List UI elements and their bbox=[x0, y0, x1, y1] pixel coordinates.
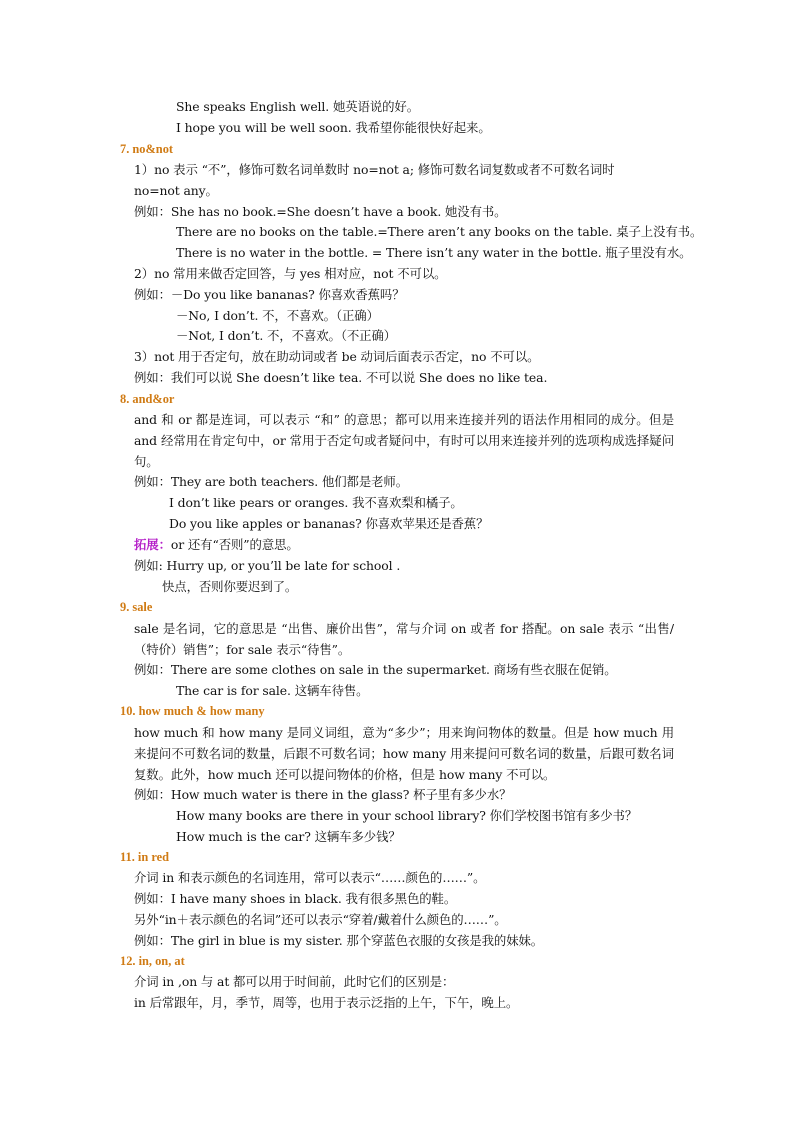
example-sentence: 例如：They are both teachers. 他们都是老师。 bbox=[134, 474, 409, 489]
example-sentence: There is no water in the bottle. = There isn’t any water in the bottle. 瓶子里没有水。 bbox=[176, 245, 692, 260]
example-sentence: 例如: Hurry up, or you’ll be late for school . bbox=[134, 558, 401, 573]
rule-text: 介词 in ,on 与 at 都可以用于时间前，此时它们的区别是： bbox=[134, 974, 455, 989]
rule-text: 介词 in 和表示颜色的名词连用，常可以表示“……颜色的……”。 bbox=[134, 870, 486, 885]
expand-text: or 还有“否则”的意思。 bbox=[170, 537, 299, 552]
example-sentence: 例如：She has no book.=She doesn’t have a book. 她没有书。 bbox=[134, 204, 507, 219]
section-heading-10: 10. how much & how many bbox=[120, 704, 265, 718]
section-heading-7: 7. no&not bbox=[120, 142, 174, 156]
expand-note bbox=[134, 535, 299, 555]
example-sentence: 例如：我们可以说 She doesn’t like tea. 不可以说 She does no like tea. bbox=[134, 370, 548, 385]
rule-text: 2）no 常用来做否定回答，与 yes 相对应，not 不可以。 bbox=[134, 266, 447, 281]
rule-text: 另外“in＋表示颜色的名词”还可以表示“穿着/戴着什么颜色的……”。 bbox=[134, 912, 507, 927]
example-sentence: 例如：I have many shoes in black. 我有很多黑色的鞋。 bbox=[134, 891, 457, 906]
rule-text: no=not any。 bbox=[134, 183, 218, 198]
example-sentence: 例如：There are some clothes on sale in the supermarket. 商场有些衣服在促销。 bbox=[134, 662, 617, 677]
rule-text: in 后常跟年，月，季节，周等，也用于表示泛指的上午，下午，晚上。 bbox=[134, 995, 519, 1010]
example-sentence: I hope you will be well soon. 我希望你能很快好起来。 bbox=[176, 120, 491, 135]
example-sentence: 例如：－Do you like bananas? 你喜欢香蕉吗？ bbox=[134, 287, 405, 302]
section-paragraph: how much 和 how many 是同义词组，意为“多少”；用来询问物体的数量。但是 how much 用来提问不可数名词的数量，后跟不可数名词；how many 用来提问可数名词的数量，后跟可数名词复数。此外，how much 还可以提问物体的价格，但是 how many 不可以。 bbox=[134, 725, 674, 782]
section-paragraph: sale 是名词，它的意思是 “出售、廉价出售”，常与介词 on 或者 for 搭配。on sale 表示 “出售/（特价）销售”；for sale 表示“待售”。 bbox=[134, 621, 674, 657]
example-sentence: Do you like apples or bananas? 你喜欢苹果还是香蕉？ bbox=[169, 516, 489, 531]
section-heading-12: 12. in, on, at bbox=[120, 954, 185, 968]
example-sentence: －No, I don’t. 不，不喜欢。（正确） bbox=[176, 308, 379, 323]
section-heading-9: 9. sale bbox=[120, 600, 153, 614]
section-heading-11: 11. in red bbox=[120, 850, 169, 864]
example-sentence: She speaks English well. 她英语说的好。 bbox=[176, 99, 419, 114]
rule-text: 1）no 表示 “不”，修饰可数名词单数时 no=not a; 修饰可数名词复数或者不可数名词时 bbox=[134, 162, 615, 177]
example-sentence: 例如：How much water is there in the glass? 杯子里有多少水？ bbox=[134, 787, 512, 802]
expand-label: 拓展： bbox=[134, 537, 171, 552]
section-paragraph: and 和 or 都是连词，可以表示 “和” 的意思；都可以用来连接并列的语法作用相同的成分。但是 and 经常用在肯定句中，or 常用于否定句或者疑问中，有时可以用来连接并列的选项构成选择疑问句。 bbox=[134, 412, 674, 469]
example-sentence: －Not, I don’t. 不，不喜欢。（不正确） bbox=[176, 328, 397, 343]
example-sentence: There are no books on the table.=There aren’t any books on the table. 桌子上没有书。 bbox=[176, 224, 703, 239]
section-heading-8: 8. and&or bbox=[120, 392, 175, 406]
example-sentence: I don’t like pears or oranges. 我不喜欢梨和橘子。 bbox=[169, 495, 463, 510]
example-sentence: How many books are there in your school library? 你们学校图书馆有多少书？ bbox=[176, 808, 638, 823]
example-sentence: The car is for sale. 这辆车待售。 bbox=[176, 683, 369, 698]
example-sentence: How much is the car? 这辆车多少钱？ bbox=[176, 829, 401, 844]
example-sentence: 例如：The girl in blue is my sister. 那个穿蓝色衣服的女孩是我的妹妹。 bbox=[134, 933, 544, 948]
example-translation: 快点，否则你要迟到了。 bbox=[162, 579, 298, 594]
rule-text: 3）not 用于否定句，放在助动词或者 be 动词后面表示否定，no 不可以。 bbox=[134, 349, 540, 364]
